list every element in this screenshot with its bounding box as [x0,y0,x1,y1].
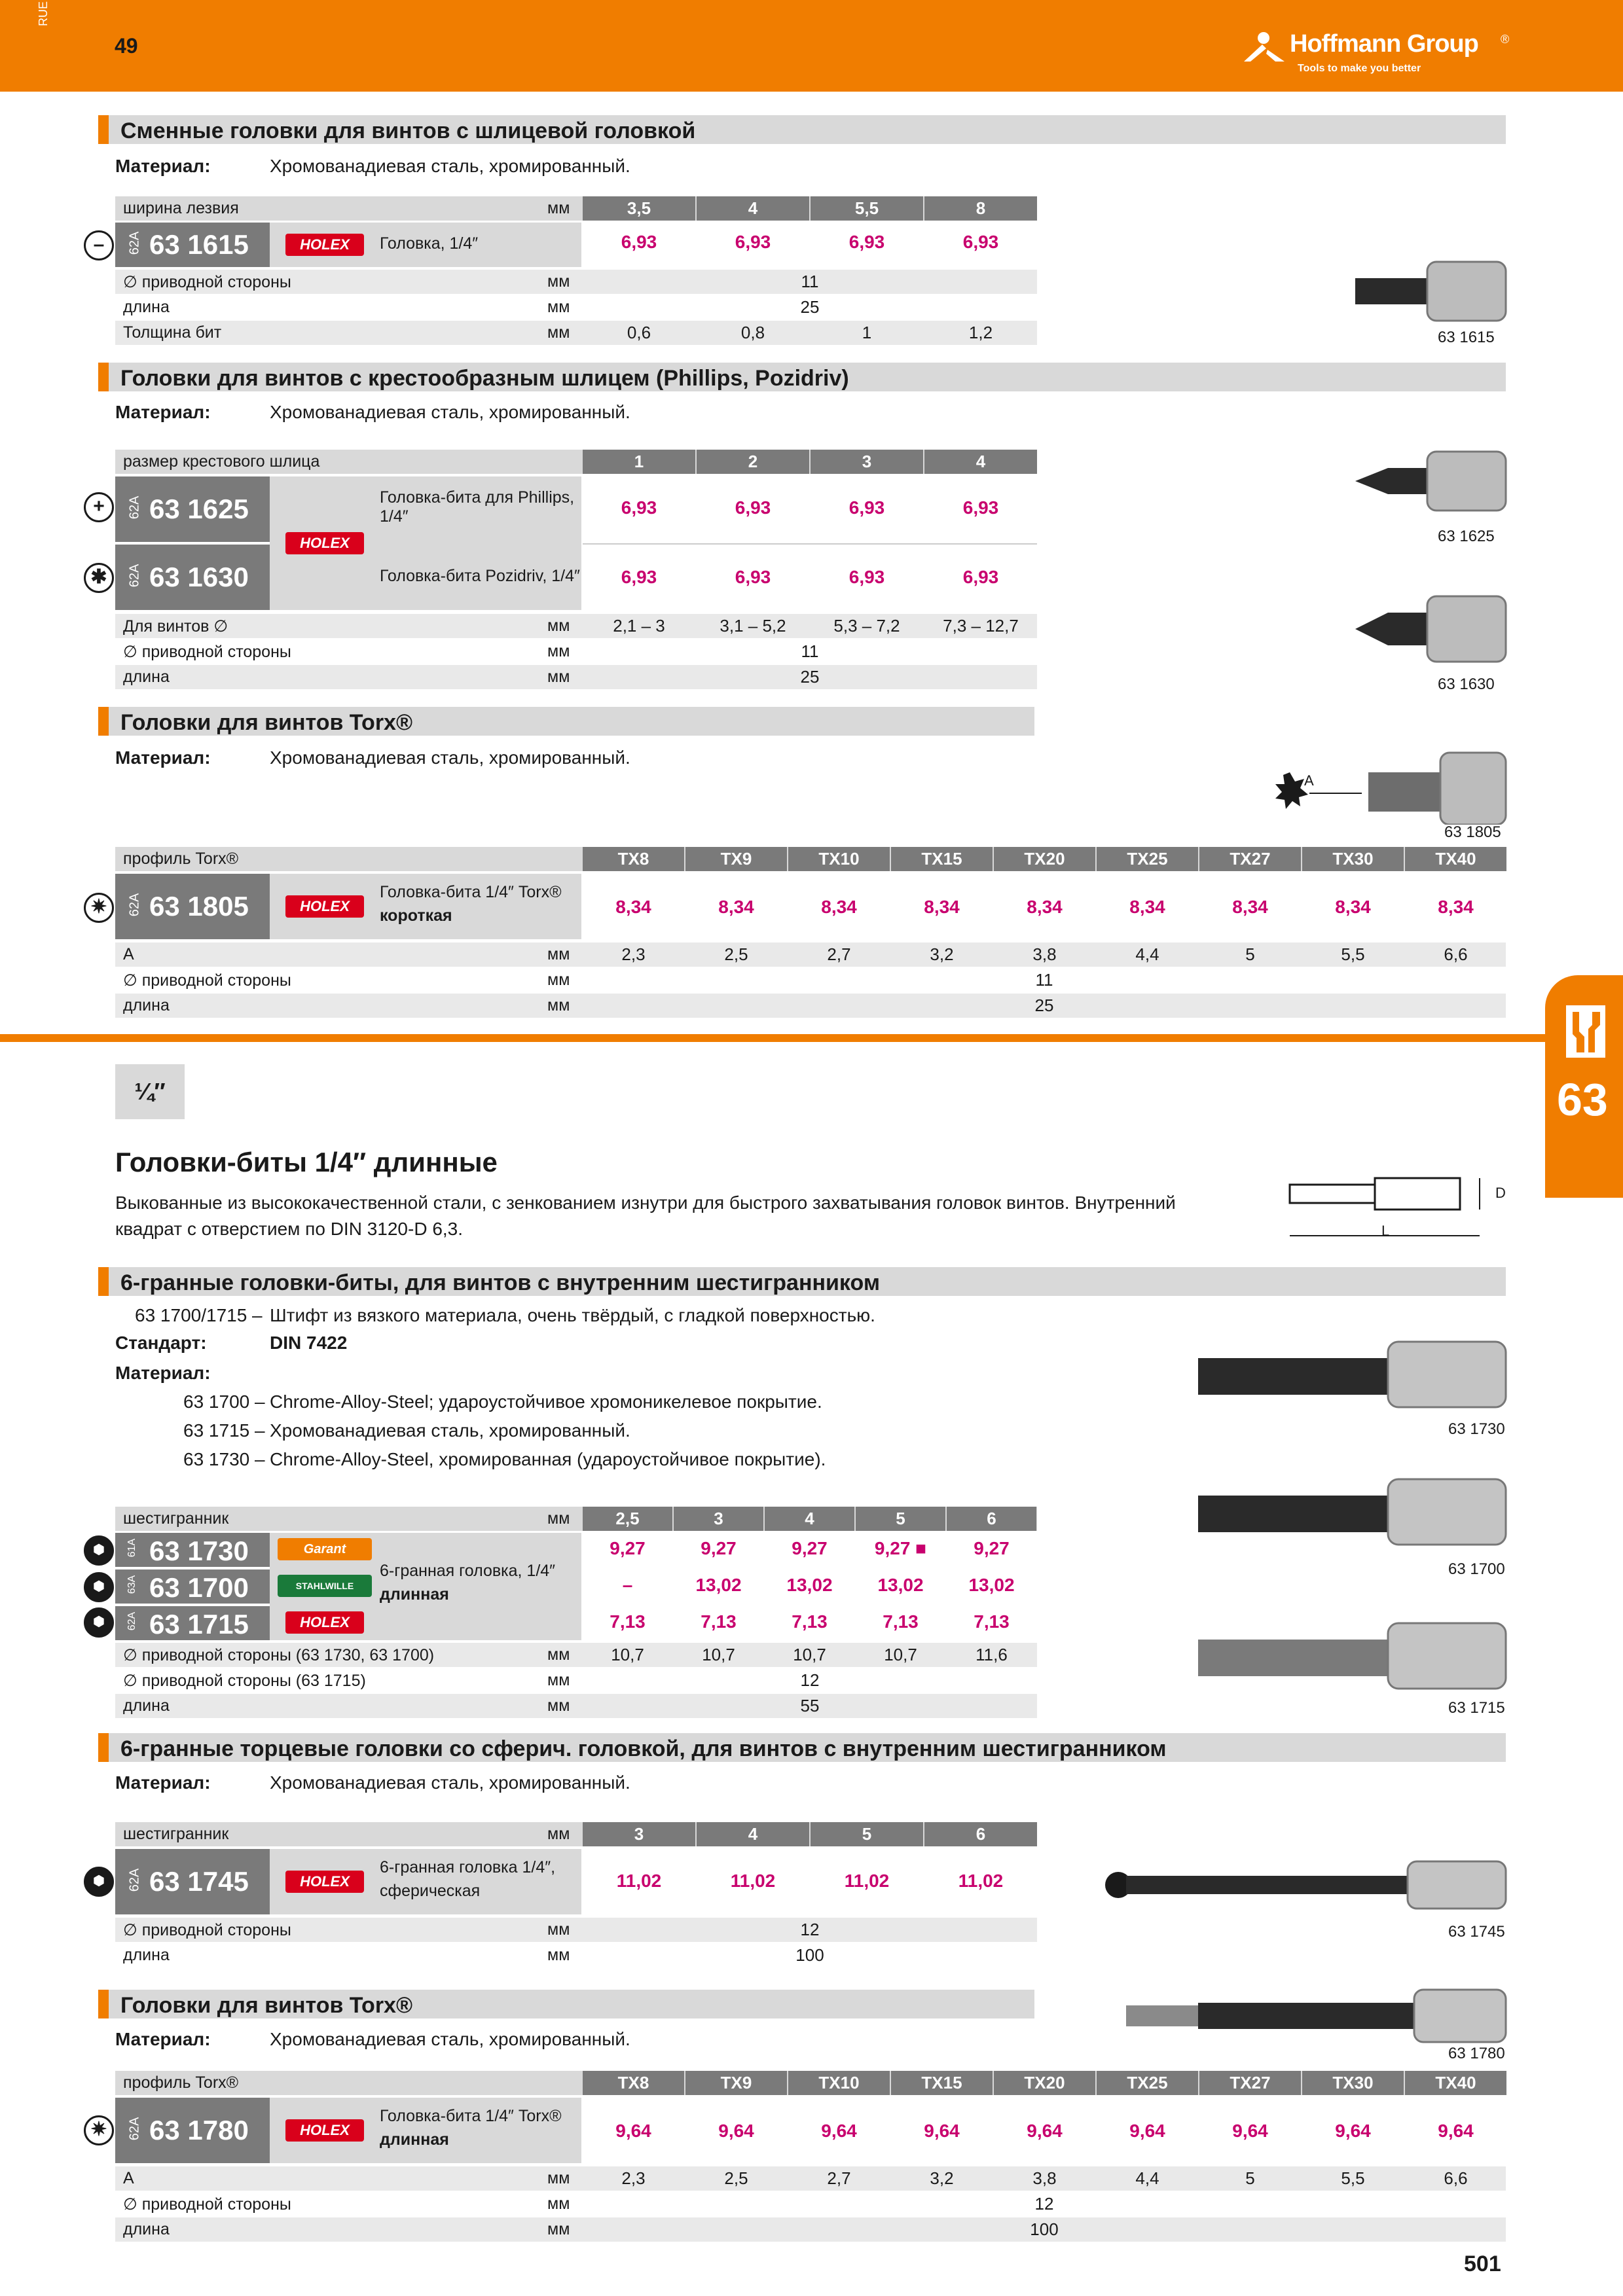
spec-row: ∅ приводной стороны мм 11 [123,970,1053,990]
brand-box [270,874,380,939]
price-cell: 8,34 [1232,897,1268,917]
price-cell: 9,27 [701,1538,737,1558]
brand-tagline: Tools to make you better [1298,63,1421,74]
price-cell: 8,34 [615,897,651,917]
material-value: Хромованадиевая сталь, хромированный. [270,402,630,422]
size-cell: TX27 [1199,2071,1301,2095]
desc-box: 6-гранная головка, 1/4″ длинная [380,1533,581,1640]
holex-logo: HOLEX [285,1611,364,1634]
price-cell: 6,93 [848,567,885,587]
price-cell: 13,02 [877,1575,924,1595]
hex-symbol-icon: ⬢ [84,1572,114,1602]
spec-cell: 6,6 [1444,944,1468,964]
price-cell: 9,64 [615,2121,651,2141]
stahlwille-logo: STAHLWILLE [278,1575,372,1597]
spec-cell: 5,5 [1341,944,1365,964]
dimension-drawing [1283,1165,1499,1244]
price-cell: 9,64 [821,2121,857,2141]
price-cell: 9,64 [1438,2121,1474,2141]
size-cell: 4 [924,450,1037,474]
price-cell: 9,64 [1027,2121,1063,2141]
param-row: размер крестового шлица [115,450,1037,474]
desc-box: Головка, 1/4″ [380,223,581,267]
price-cell: 6,93 [962,497,999,518]
size-cell: TX40 [1405,847,1506,871]
size-cell: TX25 [1097,2071,1198,2095]
price-cell: 7,13 [974,1611,1010,1632]
socket-pozidriv-image [1349,593,1512,665]
size-cell: TX30 [1302,847,1404,871]
spec-row: ∅ приводной стороны мм 12 [123,2194,1054,2214]
price-cell: 6,93 [621,497,657,518]
hoffmann-logo-icon [1244,30,1287,63]
price-cell: 8,34 [718,897,754,917]
spec-row: ∅ приводной стороны мм 11 [115,270,1037,294]
article-code: 62A 63 1625 [115,476,270,542]
image-label: 63 1780 [1448,2045,1505,2062]
price-cell: 8,34 [1438,897,1474,917]
spec-cell: 6,6 [1444,2168,1468,2188]
size-cell: TX20 [994,847,1095,871]
torx-symbol-icon: ✷ [84,893,114,923]
size-cell: 3 [583,1822,695,1846]
spec-cell: 2,3 [621,2168,646,2188]
divider [583,543,1037,545]
chapter-tab [1545,975,1623,1198]
dimension-d-label: D [1495,1185,1506,1201]
price-cell: 8,34 [1129,897,1165,917]
price-cell: 13,02 [968,1575,1015,1595]
socket-ball-hex-image [1100,1852,1512,1918]
spec-row: длина мм 100 [115,2217,1506,2242]
desc-box: Головка-бита 1/4″ Torx® длинная [380,2098,581,2163]
price-cell: 11,02 [844,1871,890,1891]
spec-row: Толщина бит мм 0,6 0,8 1 1,2 [115,321,1037,345]
spec-cell: 10,7 [884,1645,917,1664]
price-cell: 9,27 [792,1538,828,1558]
material-label: Материал: [115,1363,211,1383]
note-code: 63 1700/1715 – [135,1305,263,1325]
price-cell: 7,13 [701,1611,737,1632]
socket-hex-image [1198,1617,1512,1695]
standard-label: Стандарт: [115,1333,207,1353]
material-label: Материал: [115,2029,211,2049]
size-cell: TX8 [583,847,684,871]
size-cell: 4 [765,1507,854,1531]
size-cell: TX30 [1302,2071,1404,2095]
size-cell: TX9 [685,847,787,871]
size-cell: 1 [583,450,695,474]
desc-box: Головка-бита 1/4″ Torx® короткая [380,874,581,939]
phillips-symbol-icon: + [84,492,114,522]
image-label: 63 1745 [1448,1923,1505,1941]
image-label: 63 1615 [1438,329,1495,346]
material-value: Хромованадиевая сталь, хромированный. [270,1420,630,1441]
price-cell: 9,27 ■ [874,1538,927,1558]
torx-symbol-icon: ✷ [84,2115,114,2145]
brand-name: Hoffmann Group [1290,30,1478,58]
section-title-ball-hex: 6-гранные торцевые головки со сферич. головкой, для винтов с внутренним шестигранником [98,1733,1506,1762]
material-label: Материал: [115,747,211,768]
price-cell: 9,64 [718,2121,754,2141]
socket-torx-long-image [1120,1983,1512,2049]
drive-size-badge: ¼″ [115,1064,185,1119]
hex-symbol-icon: ⬢ [84,1535,114,1566]
price-cell: 8,34 [924,897,960,917]
material-value: Хромованадиевая сталь, хромированный. [270,747,630,768]
size-cell: 3,5 [583,196,695,221]
price-cell: 7,13 [610,1611,646,1632]
dimension-l-label: L [1381,1223,1390,1239]
holex-logo: HOLEX [285,1871,364,1893]
page-number-right: 501 [1464,2251,1501,2276]
brand-box [270,1849,380,1914]
section-title-slotted: Сменные головки для винтов с шлицевой головкой [98,115,1506,144]
size-cell: 4 [697,1822,809,1846]
price-cell: 6,93 [848,497,885,518]
desc-box: Головка-бита для Phillips, 1/4″ Головка-бита Pozidriv, 1/4″ [380,476,581,610]
group-title: Головки-биты 1/4″ длинные [115,1147,498,1177]
size-cell: 3 [674,1507,763,1531]
size-cell: TX10 [788,2071,890,2095]
price-cell: 6,93 [735,232,771,252]
param-row: профиль Torx® [115,847,1506,871]
slot-symbol-icon: – [84,230,114,260]
material-label: Материал: [115,402,211,422]
price-cell: 13,02 [695,1575,742,1595]
price-cell: 6,93 [621,567,657,587]
brand-box [270,476,380,610]
spec-cell: 4,4 [1135,944,1159,964]
price-cell: 6,93 [735,567,771,587]
size-cell: 4 [697,196,809,221]
note-text: Штифт из вязкого материала, очень твёрдый, с гладкой поверхностью. [270,1305,875,1325]
article-code: 62A 63 1615 [115,223,270,267]
section-title-torx-long: Головки для винтов Torx® [98,1990,1034,2018]
standard-value: DIN 7422 [270,1333,348,1353]
hoffmann-logo [1244,25,1519,84]
orange-divider [0,1034,1545,1042]
holex-logo: HOLEX [285,234,364,256]
spec-cell: 5 [1245,2168,1255,2188]
price-cell: 7,13 [792,1611,828,1632]
holex-logo: HOLEX [285,895,364,918]
material-value: Chrome-Alloy-Steel, хромированная (ударoустойчивое покрытие). [270,1449,826,1469]
article-code: 62A 63 1780 [115,2098,270,2163]
price-cell: 13,02 [786,1575,833,1595]
section-title-cross: Головки для винтов с крестообразным шлицем (Phillips, Pozidriv) [98,363,1506,391]
price-cell: 6,93 [962,232,999,252]
spec-row: ∅ приводной стороны мм 12 [115,1918,1037,1942]
material-label: Материал: [115,1772,211,1793]
material-value: Хромованадиевая сталь, хромированный. [270,156,630,176]
section-title-hex: 6-гранные головки-биты, для винтов с внутренним шестигранником [98,1267,1506,1296]
section-title-torx: Головки для винтов Torx® [98,707,1034,736]
price-cell: 9,64 [1232,2121,1268,2141]
param-row: ширина лезвия мм [115,196,1037,221]
image-label: 63 1730 [1448,1420,1505,1438]
price-cell: 9,64 [1335,2121,1371,2141]
size-cell: TX9 [685,2071,787,2095]
spec-row: длина мм 100 [123,1945,824,1965]
spec-row: Для винтов ∅ мм 2,1 – 3 3,1 – 5,2 5,3 – 7,2 7,3 – 12,7 [115,614,1037,638]
spec-row: длина мм 25 [123,297,820,317]
material-value: Хромованадиевая сталь, хромированный. [270,2029,630,2049]
image-label: 63 1700 [1448,1560,1505,1578]
desc-box: 6-гранная головка 1/4″, сферическая [380,1849,581,1914]
article-code: 62A 63 1630 [115,545,270,610]
hex-symbol-icon: ⬢ [84,1607,114,1638]
spec-cell: 2,7 [827,944,851,964]
spec-cell: 2,5 [724,944,748,964]
pozidriv-symbol-icon: ✱ [84,563,114,593]
image-label: 63 1715 [1448,1699,1505,1717]
wrench-icon [1566,1005,1605,1058]
price-cell: 11,02 [958,1871,1004,1891]
price-cell: 8,34 [1027,897,1063,917]
holex-logo: HOLEX [285,2119,364,2142]
material-value: Chrome-Alloy-Steel; ударoустойчивое хромоникелевое покрытие. [270,1391,822,1412]
size-cell: 8 [924,196,1037,221]
material-code: 63 1700 – [183,1391,265,1412]
article-code: 61A 63 1730 [115,1533,270,1567]
size-cell: TX25 [1097,847,1198,871]
price-cell: 6,93 [735,497,771,518]
garant-logo: Garant [278,1538,372,1560]
spec-cell: 3,8 [1032,2168,1057,2188]
spec-row: длина мм 55 [115,1694,1037,1718]
spec-row: A мм 2,3 2,5 2,7 3,2 3,8 4,4 5 5,5 6,6 [115,942,1506,967]
param-row: профиль Torx® [115,2071,1506,2095]
spec-row: ∅ приводной стороны мм 11 [123,641,819,661]
chapter-number: 63 [1557,1074,1608,1125]
size-cell: 5 [856,1507,945,1531]
size-cell: 6 [924,1822,1037,1846]
price-cell: 8,34 [821,897,857,917]
spec-row: A мм 2,3 2,5 2,7 3,2 3,8 4,4 5 5,5 6,6 [115,2166,1506,2191]
language-code: RUE [37,1,50,26]
image-label: 63 1805 [1444,823,1501,841]
spec-row: ∅ приводной стороны (63 1715) мм 12 [123,1670,820,1690]
spec-cell: 3,8 [1032,944,1057,964]
spec-cell: 10,7 [793,1645,826,1664]
spec-cell: 3,2 [930,2168,954,2188]
price-cell: 11,02 [730,1871,776,1891]
size-cell: 5,5 [811,196,923,221]
dimension-a-label: A [1304,772,1314,789]
image-label: 63 1625 [1438,528,1495,545]
material-label: Материал: [115,156,211,176]
size-cell: TX20 [994,2071,1095,2095]
price-cell: 6,93 [962,567,999,587]
brand-registered: ® [1501,33,1510,46]
size-cell: 5 [811,1822,923,1846]
image-label: 63 1630 [1438,675,1495,693]
spec-cell: 10,7 [702,1645,735,1664]
article-code: 62A 63 1745 [115,1849,270,1914]
socket-hex-image [1198,1335,1512,1414]
size-cell: TX40 [1405,2071,1506,2095]
article-code: 62A 63 1715 [115,1606,270,1640]
brand-box [270,223,380,267]
brand-box [270,2098,380,2163]
size-cell: 3 [811,450,923,474]
spec-cell: 3,2 [930,944,954,964]
price-cell: 8,34 [1335,897,1371,917]
spec-cell: 2,7 [827,2168,851,2188]
spec-cell: 2,3 [621,944,646,964]
spec-cell: 11,6 [976,1645,1008,1664]
material-code: 63 1730 – [183,1449,265,1469]
spec-cell: 2,5 [724,2168,748,2188]
page-number-left: 49 [115,34,138,58]
param-row: шестигранник мм [115,1822,1037,1846]
spec-row: ∅ приводной стороны (63 1730, 63 1700) мм 10,7 10,7 10,7 10,7 11,6 [115,1643,1037,1667]
material-code: 63 1715 – [183,1420,265,1441]
price-cell: 6,93 [621,232,657,252]
socket-phillips-image [1349,445,1512,517]
price-cell: 9,64 [1129,2121,1165,2141]
spec-cell: 4,4 [1135,2168,1159,2188]
size-cell: TX15 [891,847,993,871]
size-cell: 2,5 [583,1507,672,1531]
spec-row: длина мм 25 [115,665,1037,689]
price-cell: 6,93 [848,232,885,252]
spec-row: длина мм 25 [115,994,1506,1018]
price-cell: 9,64 [924,2121,960,2141]
article-code: 63A 63 1700 [115,1570,270,1604]
holex-logo: HOLEX [285,532,364,554]
price-cell: – [622,1575,633,1595]
price-cell: 9,27 [610,1538,646,1558]
size-cell: TX15 [891,2071,993,2095]
size-cell: TX8 [583,2071,684,2095]
group-description: Выкованные из высококачественной стали, с зенкованием изнутри для быстрого захватывания головок винтов. Внутренний квадрат с отверстием по DIN 3120-D 6,3. [115,1193,1176,1239]
spec-cell: 5 [1245,944,1255,964]
article-code: 62A 63 1805 [115,874,270,939]
material-value: Хромованадиевая сталь, хромированный. [270,1772,630,1793]
hex-symbol-icon: ⬢ [84,1867,114,1897]
socket-slotted-image [1349,255,1512,327]
socket-hex-image [1198,1473,1512,1551]
size-cell: TX27 [1199,847,1301,871]
spec-cell: 10,7 [611,1645,644,1664]
size-cell: 6 [947,1507,1036,1531]
param-row: шестигранник мм [115,1507,1037,1531]
brand-box [270,1533,380,1640]
spec-cell: 5,5 [1341,2168,1365,2188]
price-cell: 9,27 [974,1538,1010,1558]
socket-torx-short-image [1264,746,1512,825]
price-cell: 7,13 [883,1611,919,1632]
price-cell: 11,02 [616,1871,662,1891]
size-cell: 2 [697,450,809,474]
size-cell: TX10 [788,847,890,871]
